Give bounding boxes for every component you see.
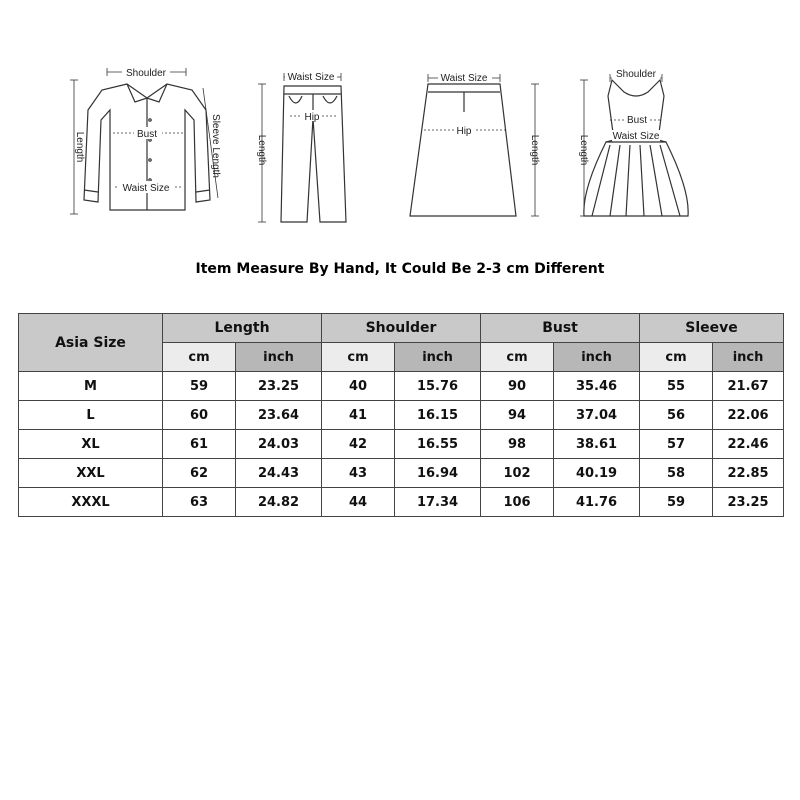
value-cell: 24.43 — [236, 459, 322, 488]
value-cell: 55 — [640, 372, 713, 401]
value-cell: 16.15 — [395, 401, 481, 430]
table-row — [19, 401, 784, 430]
unit-cm-header: cm — [322, 343, 395, 372]
skirt-waist-label: Waist Size — [440, 73, 488, 84]
value-cell: 15.76 — [395, 372, 481, 401]
dress-diagram — [580, 74, 688, 216]
value-cell: 24.03 — [236, 430, 322, 459]
value-cell: 58 — [640, 459, 713, 488]
value-cell: 21.67 — [713, 372, 784, 401]
value-cell: 40 — [322, 372, 395, 401]
value-cell: 59 — [163, 372, 236, 401]
shirt-bust-label: Bust — [136, 129, 158, 140]
group-header-row — [19, 314, 784, 343]
value-cell: 22.85 — [713, 459, 784, 488]
shirt-waist-label: Waist Size — [122, 183, 170, 194]
value-cell: 22.06 — [713, 401, 784, 430]
garment-diagrams — [0, 0, 800, 240]
value-cell: 43 — [322, 459, 395, 488]
value-cell: 98 — [481, 430, 554, 459]
value-cell: 61 — [163, 430, 236, 459]
unit-inch-header: inch — [395, 343, 481, 372]
value-cell: 62 — [163, 459, 236, 488]
value-cell: 23.25 — [236, 372, 322, 401]
table-row — [19, 459, 784, 488]
value-cell: 60 — [163, 401, 236, 430]
unit-inch-header: inch — [713, 343, 784, 372]
pants-waist-label: Waist Size — [287, 72, 335, 83]
table-row — [19, 488, 784, 517]
value-cell: 23.64 — [236, 401, 322, 430]
size-chart-table — [18, 313, 784, 517]
pants-diagram — [258, 73, 346, 222]
size-cell: XXXL — [19, 488, 163, 517]
skirt-length-label: Length — [529, 134, 540, 166]
length-group-header: Length — [163, 314, 322, 343]
value-cell: 59 — [640, 488, 713, 517]
size-cell: XL — [19, 430, 163, 459]
pants-length-label: Length — [256, 134, 267, 166]
skirt-hip-label: Hip — [456, 126, 472, 137]
unit-cm-header: cm — [481, 343, 554, 372]
value-cell: 17.34 — [395, 488, 481, 517]
value-cell: 90 — [481, 372, 554, 401]
value-cell: 102 — [481, 459, 554, 488]
value-cell: 94 — [481, 401, 554, 430]
measurement-diagrams — [0, 0, 800, 240]
value-cell: 44 — [322, 488, 395, 517]
value-cell: 38.61 — [554, 430, 640, 459]
asia-size-header: Asia Size — [19, 314, 163, 372]
dress-bust-label: Bust — [626, 115, 648, 126]
unit-inch-header: inch — [554, 343, 640, 372]
shirt-shoulder-label: Shoulder — [125, 68, 167, 79]
unit-cm-header: cm — [640, 343, 713, 372]
value-cell: 35.46 — [554, 372, 640, 401]
value-cell: 41.76 — [554, 488, 640, 517]
value-cell: 16.94 — [395, 459, 481, 488]
shirt-length-label: Length — [74, 131, 85, 163]
value-cell: 37.04 — [554, 401, 640, 430]
value-cell: 23.25 — [713, 488, 784, 517]
unit-cm-header: cm — [163, 343, 236, 372]
value-cell: 56 — [640, 401, 713, 430]
dress-shoulder-label: Shoulder — [615, 69, 657, 80]
value-cell: 16.55 — [395, 430, 481, 459]
dress-length-label: Length — [578, 134, 589, 166]
measurement-note: Item Measure By Hand, It Could Be 2-3 cm Different — [195, 261, 605, 277]
unit-inch-header: inch — [236, 343, 322, 372]
size-cell: L — [19, 401, 163, 430]
value-cell: 41 — [322, 401, 395, 430]
dress-waist-label: Waist Size — [612, 131, 660, 142]
pants-hip-label: Hip — [304, 112, 320, 123]
table-row — [19, 372, 784, 401]
value-cell: 24.82 — [236, 488, 322, 517]
value-cell: 63 — [163, 488, 236, 517]
sleeve-group-header: Sleeve — [640, 314, 784, 343]
table-row — [19, 430, 784, 459]
size-cell: M — [19, 372, 163, 401]
shirt-sleeve-label: Sleeve Length — [210, 114, 221, 178]
shoulder-group-header: Shoulder — [322, 314, 481, 343]
value-cell: 22.46 — [713, 430, 784, 459]
bust-group-header: Bust — [481, 314, 640, 343]
value-cell: 57 — [640, 430, 713, 459]
skirt-diagram — [410, 74, 539, 216]
size-cell: XXL — [19, 459, 163, 488]
value-cell: 42 — [322, 430, 395, 459]
value-cell: 40.19 — [554, 459, 640, 488]
value-cell: 106 — [481, 488, 554, 517]
